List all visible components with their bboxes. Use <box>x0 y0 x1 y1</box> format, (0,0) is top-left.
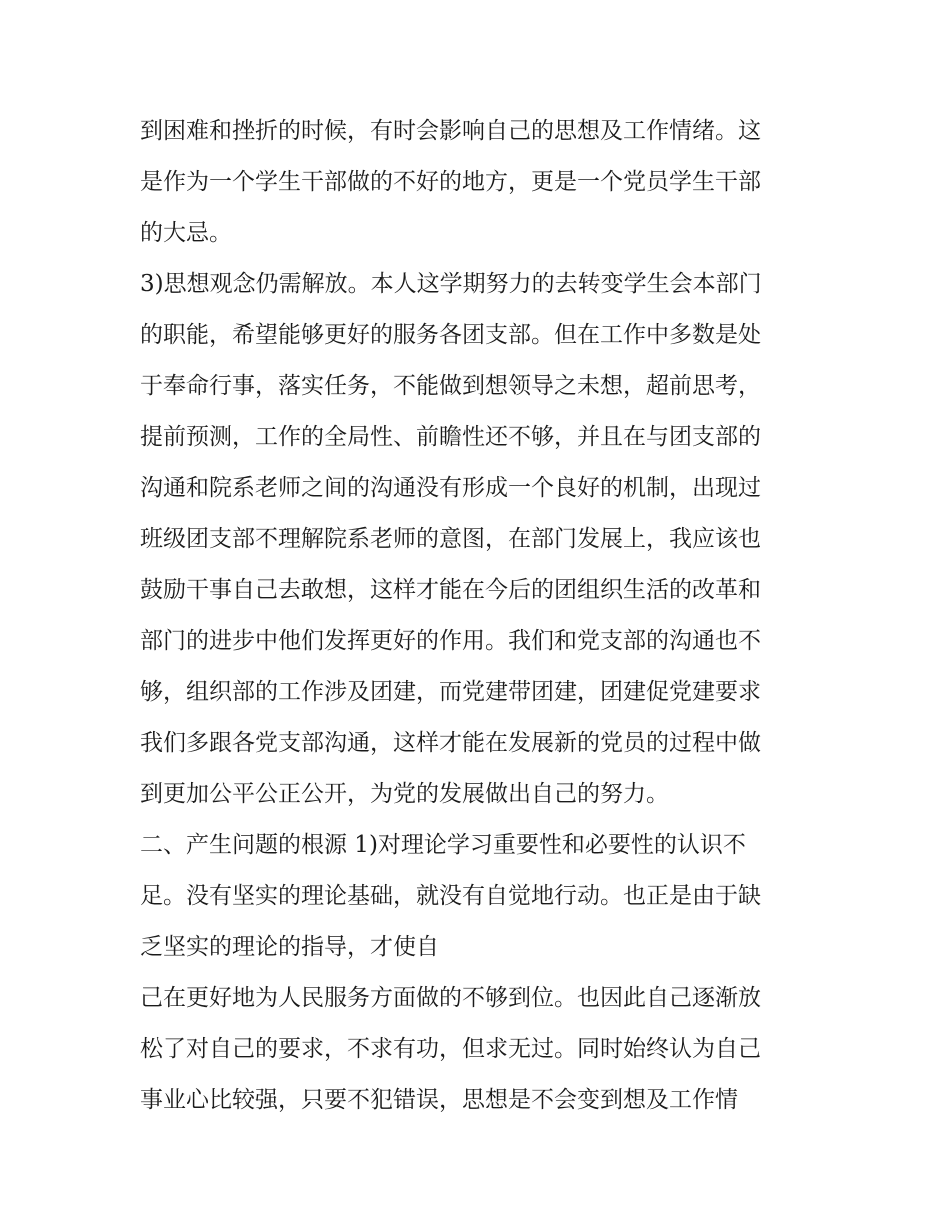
text-line: 二、产生问题的根源 1)对理论学习重要性和必要性的认识不 <box>140 832 746 858</box>
text-line: 沟通和院系老师之间的沟通没有形成一个良好的机制，出现过 <box>140 475 761 501</box>
text-line: 到更加公平公正公开，为党的发展做出自己的努力。 <box>140 781 669 807</box>
text-line: 乏坚实的理论的指导，才使自 <box>140 934 439 960</box>
text-line: 己在更好地为人民服务方面做的不够到位。也因此自己逐渐放 <box>140 985 761 1011</box>
body-text <box>140 106 820 1126</box>
text-line: 足。没有坚实的理论基础，就没有自觉地行动。也正是由于缺 <box>140 883 761 909</box>
text-line: 提前预测，工作的全局性、前瞻性还不够，并且在与团支部的 <box>140 424 761 450</box>
text-line: 鼓励干事自己去敢想，这样才能在今后的团组织生活的改革和 <box>140 577 761 603</box>
text-line: 班级团支部不理解院系老师的意图，在部门发展上，我应该也 <box>140 526 761 552</box>
text-line: 松了对自己的要求，不求有功，但求无过。同时始终认为自己 <box>140 1036 761 1062</box>
text-line: 的职能，希望能够更好的服务各团支部。但在工作中多数是处 <box>140 322 761 348</box>
text-line: 于奉命行事，落实任务，不能做到想领导之未想，超前思考， <box>140 373 761 399</box>
text-line: 到困难和挫折的时候，有时会影响自己的思想及工作情绪。这 <box>140 118 761 144</box>
text-line: 我们多跟各党支部沟通，这样才能在发展新的党员的过程中做 <box>140 730 761 756</box>
text-line: 3)思想观念仍需解放。本人这学期努力的去转变学生会本部门 <box>140 271 762 297</box>
text-line: 是作为一个学生干部做的不好的地方，更是一个党员学生干部 <box>140 169 761 195</box>
text-line: 的大忌。 <box>140 220 232 246</box>
text-line: 够，组织部的工作涉及团建，而党建带团建，团建促党建要求 <box>140 679 761 705</box>
text-line: 部门的进步中他们发挥更好的作用。我们和党支部的沟通也不 <box>140 628 761 654</box>
text-line: 事业心比较强，只要不犯错误，思想是不会变到想及工作情 <box>140 1087 738 1113</box>
